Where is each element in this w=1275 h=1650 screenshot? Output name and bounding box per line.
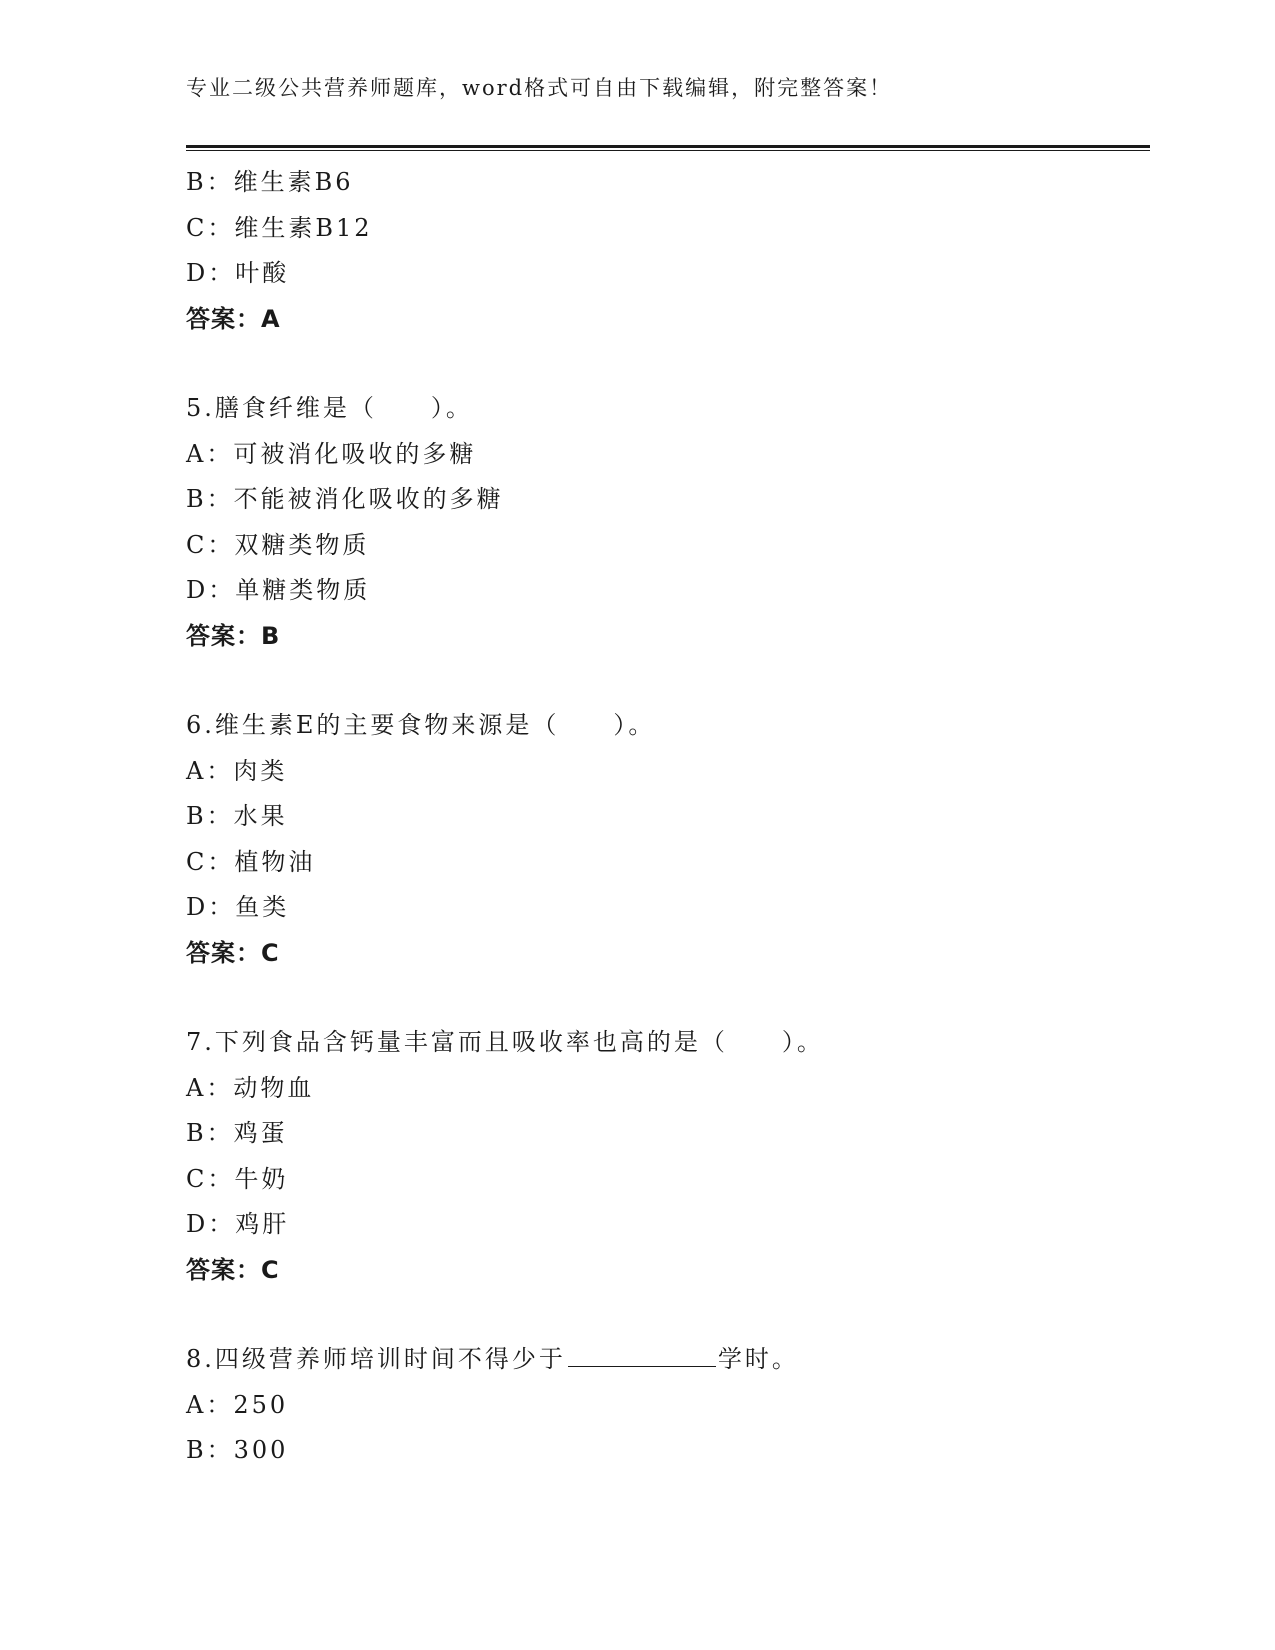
question-stem: 6.维生素E的主要食物来源是（ ）。 (186, 711, 656, 739)
spacer (186, 342, 1146, 386)
option-b: B：300 (186, 1436, 289, 1464)
option-d: D：叶酸 (186, 259, 290, 287)
fill-in-blank (568, 1342, 716, 1367)
option-c: C：牛奶 (186, 1164, 289, 1193)
answer-line: 答案：B (186, 621, 281, 650)
option-b: B：不能被消化吸收的多糖 (186, 485, 504, 513)
spacer (186, 1293, 1146, 1337)
option-a: A：可被消化吸收的多糖 (186, 439, 477, 468)
option-c: C：维生素B12 (186, 213, 373, 242)
page-header: 专业二级公共营养师题库，word格式可自由下载编辑，附完整答案！ (186, 76, 893, 100)
stem-after-blank: 学时。 (717, 1345, 799, 1373)
question-list (186, 160, 1146, 1474)
option-c: C：植物油 (186, 847, 316, 876)
header-rule-thin (186, 150, 1150, 151)
stem-before-blank: 8.四级营养师培训时间不得少于 (186, 1345, 566, 1373)
question-stem: 5.膳食纤维是（ ）。 (186, 394, 473, 422)
option-b: B：鸡蛋 (186, 1119, 288, 1147)
option-d: D：单糖类物质 (186, 576, 371, 604)
option-b: B：维生素B6 (186, 168, 354, 196)
spacer (186, 976, 1146, 1020)
answer-line: 答案：A (186, 304, 281, 333)
option-a: A：动物血 (186, 1073, 315, 1102)
option-d: D：鸡肝 (186, 1210, 290, 1238)
answer-line: 答案：C (186, 1255, 280, 1284)
question-5 (186, 386, 1146, 659)
option-a: A：肉类 (186, 756, 288, 785)
question-8 (186, 1337, 1146, 1474)
spacer (186, 659, 1146, 703)
question-7 (186, 1020, 1146, 1293)
question-6 (186, 703, 1146, 976)
header-rule-thick (186, 145, 1150, 148)
answer-line: 答案：C (186, 938, 280, 967)
option-d: D：鱼类 (186, 893, 290, 921)
option-c: C：双糖类物质 (186, 530, 370, 559)
question-stem (186, 1337, 1146, 1383)
question-stem: 7.下列食品含钙量丰富而且吸收率也高的是（ ）。 (186, 1028, 824, 1056)
question-4 (186, 160, 1146, 342)
option-b: B：水果 (186, 802, 288, 830)
option-a: A：250 (186, 1390, 289, 1419)
